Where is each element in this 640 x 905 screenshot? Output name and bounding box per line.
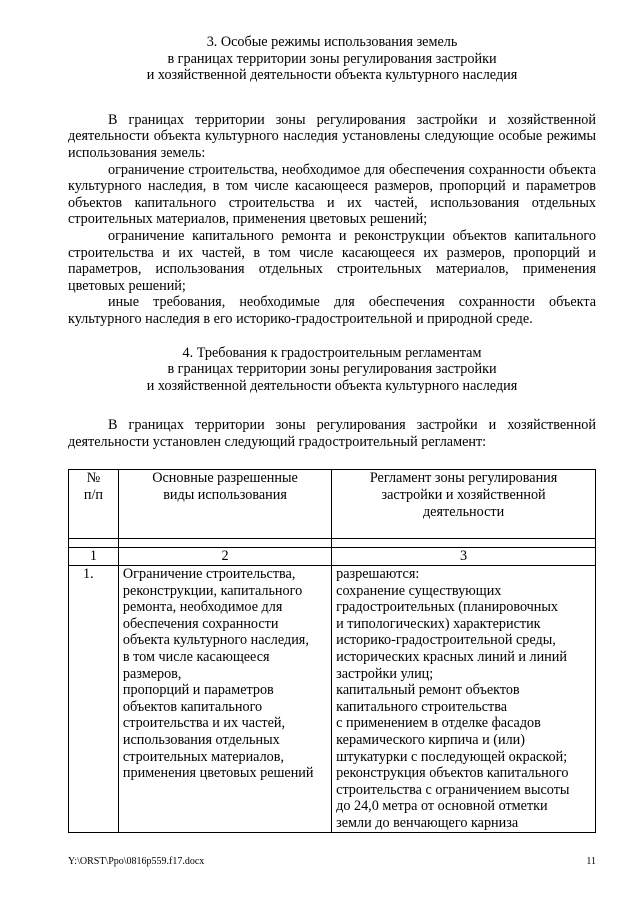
cell-line: капитальный ремонт объектов — [336, 682, 520, 699]
cell-line: земли до венчающего карниза — [336, 814, 519, 831]
cell-line: до 24,0 метра от основной отметки — [336, 798, 548, 815]
header-text: Основные разрешенные — [152, 470, 298, 487]
cell-line: и типологических) характеристик — [336, 615, 541, 632]
header-text: виды использования — [163, 487, 287, 504]
cell-line: объектов капитального — [122, 698, 263, 715]
section-4-heading — [68, 345, 596, 395]
heading-line: 4. Требования к градостроительным регламентам — [182, 344, 482, 361]
cell-line: строительных материалов, — [122, 748, 285, 765]
cell-line: строительства с ограничением высоты — [336, 781, 570, 798]
cell-line: исторических красных линий и линий — [336, 649, 567, 666]
heading-line: в границах территории зоны регулирования застройки — [167, 361, 497, 378]
row-permitted-use — [118, 566, 331, 833]
heading-line: и хозяйственной деятельности объекта культурного наследия — [146, 67, 518, 84]
header-zone-regulation — [332, 470, 596, 539]
cell-line: застройки улиц; — [336, 665, 434, 682]
cell-line: ремонта, необходимое для — [122, 599, 283, 616]
cell-line: Ограничение строительства, — [122, 566, 296, 583]
column-number: 1 — [69, 548, 119, 566]
column-number: 2 — [118, 548, 331, 566]
cell-line: в том числе касающееся размеров, — [122, 649, 270, 682]
header-text: Регламент зоны регулирования — [369, 470, 558, 487]
page-number: 11 — [586, 856, 596, 867]
cell-line: градостроительных (планировочных — [336, 599, 559, 616]
section-3-item: ограничение строительства, необходимое для обеспечения сохранности объекта культурного наследия, в том числе касающееся размеров, пропорций и параметров объектов капитального строительства и их частей, использования отдельных строительных материалов, применения цветовых решений; — [68, 161, 596, 228]
table-row — [69, 566, 596, 833]
header-text: деятельности — [422, 503, 505, 520]
heading-line: и хозяйственной деятельности объекта культурного наследия — [146, 377, 518, 394]
file-path: Y:\ORST\Ppo\0816p559.f17.docx — [68, 856, 205, 867]
heading-line: 3. Особые режимы использования земель — [206, 34, 458, 50]
cell-line: обеспечения сохранности — [122, 615, 279, 632]
table-column-numbers — [69, 548, 596, 566]
header-permitted-uses — [118, 470, 331, 539]
table-separator — [69, 539, 596, 548]
row-number: 1. — [69, 566, 119, 833]
cell-line: использования отдельных — [122, 732, 280, 748]
header-number — [69, 470, 119, 539]
section-3-heading — [68, 34, 596, 84]
cell-line: сохранение существующих — [336, 582, 502, 599]
cell-line: с применением в отделке фасадов — [336, 715, 541, 732]
cell-line: штукатурки с последующей окраской; — [336, 748, 568, 765]
section-3-item: ограничение капитального ремонта и реконструкции объектов капитального строительства и их частей, в том числе касающееся их размеров, пропорций и параметров, использования отдельных строительных материалов, применения цветовых решений; — [68, 227, 596, 294]
section-3-body — [68, 112, 596, 328]
header-text: № — [86, 470, 101, 487]
header-text: застройки и хозяйственной — [381, 487, 546, 504]
heading-line: в границах территории зоны регулирования застройки — [167, 50, 497, 67]
cell-line: реконструкция объектов капитального — [336, 765, 569, 782]
cell-line: реконструкции, капитального — [122, 582, 303, 599]
section-3-item: иные требования, необходимые для обеспечения сохранности объекта культурного наследия в его историко-градостроительной и природной среде. — [68, 294, 596, 327]
cell-line: капитального строительства — [336, 698, 508, 715]
cell-line: керамического кирпича и (или) — [336, 732, 525, 748]
section-3-intro: В границах территории зоны регулирования застройки и хозяйственной деятельности объекта культурного наследия установлены следующие особые режимы использования земель: — [68, 111, 596, 161]
cell-line: историко-градостроительной среды, — [336, 632, 556, 649]
table-header-row — [69, 470, 596, 539]
cell-line: объекта культурного наследия, — [122, 632, 309, 649]
section-4-intro: В границах территории зоны регулирования застройки и хозяйственной деятельности установлен следующий градостроительный регламент: — [68, 417, 596, 450]
cell-line: применения цветовых решений — [122, 765, 314, 782]
regulation-table — [68, 469, 596, 832]
cell-line: строительства и их частей, — [122, 715, 286, 732]
header-text: п/п — [83, 487, 104, 504]
cell-line: разрешаются: — [336, 566, 420, 583]
section-4-body — [68, 417, 596, 450]
column-number: 3 — [332, 548, 596, 566]
document-page — [68, 34, 596, 833]
cell-line: пропорций и параметров — [122, 682, 274, 699]
row-regulation — [332, 566, 596, 833]
